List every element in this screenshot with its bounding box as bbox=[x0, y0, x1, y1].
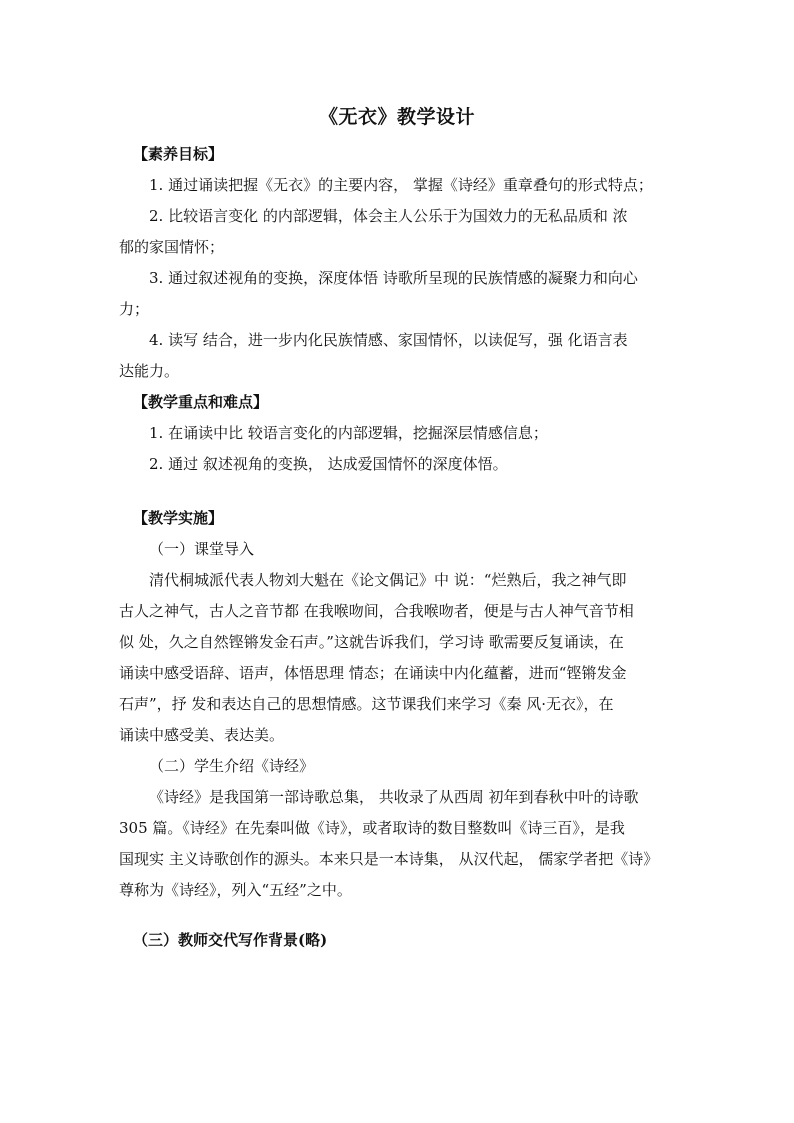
goal-item-3-line-1: 3. 通过叙述视角的变换，深度体悟 诗歌所呈现的民族情感的凝聚力和向心 bbox=[149, 269, 638, 287]
goal-item-4-line-2: 达能力。 bbox=[119, 362, 180, 380]
page-title: 《无衣》教学设计 bbox=[318, 106, 475, 128]
part1-line-2: 古人之神气，古人之音节都 在我喉吻间，合我喉吻者，便是与古人神气音节相 bbox=[119, 602, 634, 620]
keypoint-item-2: 2. 通过 叙述视角的变换， 达成爱国情怀的深度体悟。 bbox=[149, 455, 508, 473]
part3-heading: （三）教师交代写作背景(略) bbox=[133, 931, 328, 949]
goal-item-2-line-2: 郁的家国情怀； bbox=[119, 238, 225, 256]
part2-line-4: 尊称为《诗经》，列入“五经”之中。 bbox=[119, 881, 352, 899]
part1-line-3: 似 处，久之自然铿锵发金石声。”这就告诉我们，学习诗 歌需要反复诵读，在 bbox=[119, 633, 624, 651]
goal-item-1: 1. 通过诵读把握《无衣》的主要内容， 掌握《诗经》重章叠句的形式特点； bbox=[149, 176, 653, 194]
part1-line-4: 诵读中感受语辞、语声，体悟思理 情态；在诵读中内化蕴蓄，进而“铿锵发金 bbox=[119, 664, 627, 682]
part2-line-2: 305 篇。《诗经》在先秦叫做《诗》，或者取诗的数目整数叫《诗三百》，是我 bbox=[119, 819, 625, 837]
implementation-heading: 【教学实施】 bbox=[133, 509, 224, 527]
part1-line-5: 石声”，抒 发和表达自己的思想情感。这节课我们来学习《秦 风·无衣》，在 bbox=[119, 695, 614, 713]
document-body bbox=[119, 142, 675, 959]
part2-heading: （二）学生介绍《诗经》 bbox=[149, 757, 315, 775]
part2-line-3: 国现实 主义诗歌创作的源头。本来只是一本诗集， 从汉代起， 儒家学者把《诗》 bbox=[119, 850, 659, 868]
keypoint-item-1: 1. 在诵读中比 较语言变化的内部逻辑，挖掘深层情感信息； bbox=[149, 424, 548, 442]
goal-item-4-line-1: 4. 读写 结合，进一步内化民族情感、家国情怀，以读促写，强 化语言表 bbox=[149, 331, 628, 349]
part1-heading: （一）课堂导入 bbox=[149, 540, 255, 558]
part1-line-6: 诵读中感受美、表达美。 bbox=[119, 726, 285, 744]
goal-item-3-line-2: 力； bbox=[119, 300, 150, 318]
goals-heading: 【素养目标】 bbox=[133, 145, 224, 163]
goal-item-2-line-1: 2. 比较语言变化 的内部逻辑，体会主人公乐于为国效力的无私品质和 浓 bbox=[149, 207, 628, 225]
part2-line-1: 《诗经》是我国第一部诗歌总集， 共收录了从西周 初年到春秋中叶的诗歌 bbox=[149, 788, 639, 806]
part1-line-1: 清代桐城派代表人物刘大魁在《论文偶记》中 说：“烂熟后，我之神气即 bbox=[149, 571, 627, 589]
keypoints-heading: 【教学重点和难点】 bbox=[133, 393, 269, 411]
